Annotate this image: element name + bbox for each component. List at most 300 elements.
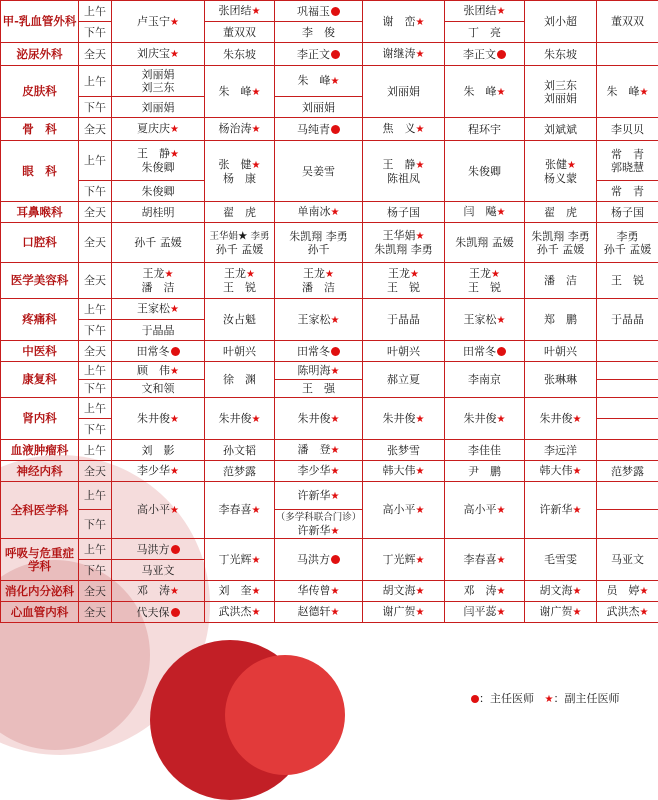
doctor-name-text: 丁 亮 — [468, 26, 501, 39]
schedule-cell — [445, 118, 525, 141]
doctor-name — [205, 444, 274, 457]
doctor-name — [363, 172, 444, 185]
doctor-name — [525, 464, 596, 478]
schedule-cell — [205, 539, 275, 581]
star-icon: ★ — [331, 526, 340, 537]
doctor-name-text: 巩福玉 — [297, 5, 330, 18]
doctor-name-text: 刘斌斌 — [544, 123, 577, 136]
schedule-cell — [363, 43, 445, 66]
doctor-name-text: 朱东坡 — [544, 48, 577, 61]
doctor-name-text: 朱 峰 — [298, 74, 331, 87]
doctor-name — [275, 267, 362, 281]
doctor-name-text: 叶朝兴 — [544, 345, 577, 358]
table-row — [1, 1, 658, 22]
doctor-name — [525, 92, 596, 105]
schedule-cell — [275, 341, 363, 362]
schedule-cell — [363, 440, 445, 461]
dept-name: 消化内分泌科 — [1, 581, 79, 602]
session-label: 全天 — [79, 223, 112, 263]
doctor-name — [275, 205, 362, 219]
doctor-name — [112, 444, 204, 457]
star-icon: ★ — [416, 555, 425, 566]
session-label: 下午 — [79, 380, 112, 398]
doctor-name-text: 田常冬 — [137, 345, 170, 358]
doctor-name-text: 郝立夏 — [387, 373, 420, 386]
doctor-name-text: 许新华 — [298, 524, 331, 537]
doctor-name-text: 夏庆庆 — [137, 122, 170, 135]
star-icon: ★ — [497, 87, 506, 98]
doctor-name-text: 华传曾 — [298, 584, 331, 597]
doctor-name-text: 朱井俊 — [540, 412, 573, 425]
legend — [470, 690, 619, 706]
dept-name: 肾内科 — [1, 398, 79, 440]
doctor-name-text: 刘 影 — [142, 444, 175, 457]
schedule-cell — [363, 118, 445, 141]
schedule-cell — [363, 539, 445, 581]
doctor-name-text: 李少华 — [298, 464, 331, 477]
schedule-cell — [597, 419, 658, 440]
schedule-cell — [597, 263, 658, 299]
schedule-cell — [363, 299, 445, 341]
star-icon: ★ — [331, 315, 340, 326]
doctor-name-text: 范梦露 — [611, 465, 644, 478]
doctor-name-text: 高小平 — [464, 503, 497, 516]
doctor-name-text: 田常冬 — [463, 345, 496, 358]
schedule-cell — [445, 602, 525, 623]
doctor-name-text: 张 健 — [219, 158, 252, 171]
star-icon: ★ — [545, 694, 554, 705]
doctor-name-text: 陈祖凤 — [387, 172, 420, 185]
doctor-name-text: 尹 鹏 — [468, 465, 501, 478]
dot-icon — [331, 347, 340, 356]
doctor-name — [205, 26, 274, 39]
doctor-name-text: 朱凯翔 李勇 — [289, 230, 348, 243]
doctor-name-text: 许新华 — [540, 503, 573, 516]
doctor-name — [275, 26, 362, 39]
doctor-name — [597, 243, 658, 256]
doctor-name-text: 程环宇 — [468, 123, 501, 136]
schedule-cell — [275, 440, 363, 461]
schedule-cell — [445, 398, 525, 440]
doctor-name-text: 韩大伟 — [383, 464, 416, 477]
schedule-cell — [597, 223, 658, 263]
doctor-name-text: 王龙 — [388, 267, 410, 280]
table-row — [1, 461, 658, 482]
doctor-name-text: 谢继涛 — [383, 47, 416, 60]
doctor-name — [112, 302, 204, 316]
schedule-cell — [445, 202, 525, 223]
doctor-name — [445, 85, 524, 99]
doctor-name — [205, 605, 274, 619]
doctor-name — [112, 15, 204, 29]
schedule-cell — [363, 581, 445, 602]
doctor-name — [597, 313, 658, 326]
doctor-name-text: 刘庆宝 — [137, 47, 170, 60]
schedule-cell — [112, 181, 205, 202]
dept-name: 神经内科 — [1, 461, 79, 482]
schedule-cell — [445, 1, 525, 22]
star-icon: ★ — [170, 366, 179, 377]
dot-icon — [331, 555, 340, 564]
doctor-name-text: 刘丽娟 — [544, 92, 577, 105]
doctor-name — [363, 373, 444, 386]
doctor-name-text: 张团结 — [464, 4, 497, 17]
legend-dot-label: ：主任医师 — [479, 692, 534, 705]
schedule-cell — [112, 1, 205, 43]
doctor-name-text: 朱井俊 — [137, 412, 170, 425]
schedule-cell — [275, 202, 363, 223]
doctor-name — [597, 185, 658, 198]
schedule-cell — [275, 581, 363, 602]
schedule-cell — [525, 66, 597, 118]
doctor-name — [445, 412, 524, 426]
doctor-name-text: 谢广贺 — [540, 605, 573, 618]
star-icon: ★ — [497, 505, 506, 516]
doctor-name-text: 王龙 — [224, 267, 246, 280]
doctor-name-text: 张梦雪 — [387, 444, 420, 457]
doctor-name-text: 田常冬 — [297, 345, 330, 358]
doctor-name-text: 王龙 — [143, 267, 165, 280]
doctor-name-text: 翟 虎 — [223, 206, 256, 219]
doctor-name-text: 李春喜 — [219, 503, 252, 516]
session-label: 上午 — [79, 66, 112, 97]
doctor-name-text: 杨 康 — [223, 172, 256, 185]
star-icon: ★ — [170, 505, 179, 516]
doctor-name — [363, 243, 444, 256]
doctor-name-text: 朱井俊 — [219, 412, 252, 425]
schedule-cell — [597, 482, 658, 510]
star-icon: ★ — [416, 414, 425, 425]
doctor-name — [363, 281, 444, 294]
doctor-name — [112, 324, 204, 337]
doctor-name — [363, 158, 444, 172]
schedule-cell — [445, 482, 525, 539]
star-icon: ★ — [252, 87, 261, 98]
schedule-cell — [525, 581, 597, 602]
doctor-name-text: 徐 渊 — [223, 373, 256, 386]
doctor-name-text: 张琳琳 — [544, 373, 577, 386]
star-icon: ★ — [170, 124, 179, 135]
schedule-cell — [363, 141, 445, 202]
star-icon: ★ — [170, 466, 179, 477]
table-row — [1, 602, 658, 623]
session-label: 上午 — [79, 299, 112, 320]
doctor-name — [445, 26, 524, 39]
star-icon: ★ — [252, 505, 261, 516]
doctor-name-text: 常 青 — [611, 185, 644, 198]
schedule-cell — [525, 398, 597, 440]
schedule-cell — [112, 461, 205, 482]
doctor-name-text: 李春喜 — [464, 553, 497, 566]
doctor-name-text: 李贝贝 — [611, 123, 644, 136]
schedule-cell — [205, 299, 275, 341]
schedule-cell — [445, 66, 525, 118]
star-icon: ★ — [416, 231, 425, 242]
schedule-cell — [525, 299, 597, 341]
dept-name: 眼 科 — [1, 141, 79, 202]
schedule-cell — [205, 461, 275, 482]
star-icon: ★ — [331, 207, 340, 218]
doctor-name — [445, 584, 524, 598]
schedule-cell — [275, 539, 363, 581]
doctor-name-text: 王 静 — [383, 158, 416, 171]
star-icon: ★ — [252, 414, 261, 425]
session-label: 上午 — [79, 141, 112, 181]
star-icon: ★ — [416, 466, 425, 477]
doctor-name — [205, 412, 274, 426]
schedule-cell — [275, 141, 363, 202]
doctor-name-text: 丁光辉 — [383, 553, 416, 566]
schedule-cell — [205, 66, 275, 118]
schedule-cell — [275, 380, 363, 398]
doctor-name — [597, 206, 658, 219]
schedule-cell — [597, 341, 658, 362]
schedule-cell — [597, 118, 658, 141]
doctor-name — [597, 15, 658, 28]
doctor-name-text: 马洪方 — [297, 553, 330, 566]
session-label: 下午 — [79, 419, 112, 440]
doctor-name — [525, 345, 596, 358]
star-icon: ★ — [331, 466, 340, 477]
doctor-name — [597, 605, 658, 619]
doctor-name — [275, 313, 362, 327]
doctor-name — [525, 373, 596, 386]
doctor-name-text: 孙千 — [308, 243, 330, 256]
doctor-name-text: 叶朝兴 — [223, 345, 256, 358]
doctor-name-text: 陈明海 — [298, 364, 331, 377]
doctor-name — [205, 243, 274, 256]
dept-name: 心血管内科 — [1, 602, 79, 623]
doctor-name-text: 高小平 — [137, 503, 170, 516]
schedule-cell — [597, 510, 658, 539]
doctor-name — [597, 85, 658, 99]
doctor-name — [205, 267, 274, 281]
doctor-name — [112, 147, 204, 161]
star-icon: ★ — [416, 160, 425, 171]
dept-name: 甲-乳血管外科 — [1, 1, 79, 43]
session-label: 全天 — [79, 202, 112, 223]
doctor-name — [112, 364, 204, 378]
doctor-name — [275, 165, 362, 178]
doctor-name-text: 高小平 — [383, 503, 416, 516]
doctor-name — [445, 281, 524, 294]
doctor-name — [112, 161, 204, 174]
star-icon: ★ — [416, 49, 425, 60]
doctor-name — [205, 158, 274, 172]
doctor-name-text: 李 俊 — [302, 26, 335, 39]
schedule-cell — [275, 66, 363, 97]
star-icon: ★ — [416, 17, 425, 28]
schedule-cell — [205, 22, 275, 43]
schedule-cell — [205, 398, 275, 440]
star-icon: ★ — [497, 555, 506, 566]
doctor-name-text: 刘小超 — [544, 15, 577, 28]
schedule-cell — [112, 202, 205, 223]
star-icon: ★ — [165, 269, 174, 280]
schedule-cell — [112, 362, 205, 380]
doctor-name-text: 王家松 — [137, 302, 170, 315]
schedule-cell — [112, 320, 205, 341]
star-icon: ★ — [331, 586, 340, 597]
schedule-cell — [363, 362, 445, 398]
doctor-name-text: 朱凯翔 孟媛 — [455, 236, 514, 249]
schedule-cell — [205, 202, 275, 223]
schedule-cell — [445, 263, 525, 299]
doctor-name-text: 邓 涛 — [137, 584, 170, 597]
doctor-name-text: 刘 奎 — [219, 584, 252, 597]
doctor-name-text: 吴姜雪 — [302, 165, 335, 178]
doctor-name — [205, 48, 274, 61]
doctor-name-text: 王家松 — [464, 313, 497, 326]
session-label: 上午 — [79, 362, 112, 380]
session-label: 全天 — [79, 43, 112, 66]
doctor-name — [275, 510, 362, 524]
schedule-cell — [275, 461, 363, 482]
star-icon: ★ — [640, 607, 649, 618]
doctor-name-text: 王 静 — [137, 147, 170, 160]
doctor-name — [205, 122, 274, 136]
table-row — [1, 202, 658, 223]
doctor-name — [525, 158, 596, 172]
doctor-name — [525, 503, 596, 517]
table-row — [1, 362, 658, 380]
star-icon: ★ — [573, 607, 582, 618]
star-icon: ★ — [416, 505, 425, 516]
schedule-cell — [363, 223, 445, 263]
schedule-cell — [275, 22, 363, 43]
doctor-name-text: 张健 — [545, 158, 567, 171]
doctor-name-text: 董双双 — [223, 26, 256, 39]
star-icon: ★ — [331, 491, 340, 502]
doctor-name-text: 马亚文 — [142, 564, 175, 577]
doctor-name — [445, 444, 524, 457]
doctor-name — [525, 48, 596, 61]
doctor-name-text: 邓 涛 — [464, 584, 497, 597]
schedule-cell — [275, 299, 363, 341]
schedule-cell — [275, 43, 363, 66]
doctor-name-text: 潘 洁 — [544, 274, 577, 287]
doctor-name — [112, 382, 204, 395]
dept-name: 中医科 — [1, 341, 79, 362]
schedule-cell — [363, 263, 445, 299]
schedule-cell — [525, 263, 597, 299]
legend-star-label: ：副主任医师 — [553, 692, 619, 705]
doctor-name-text: 王 锐 — [468, 281, 501, 294]
star-icon: ★ — [170, 414, 179, 425]
doctor-name — [445, 373, 524, 386]
schedule-cell — [112, 223, 205, 263]
doctor-name-text: 汝占魁 — [223, 313, 256, 326]
doctor-name — [597, 553, 658, 566]
doctor-name — [445, 48, 524, 61]
schedule-cell — [205, 440, 275, 461]
schedule-cell — [445, 22, 525, 43]
star-icon: ★ — [573, 466, 582, 477]
doctor-name-text: 李南京 — [468, 373, 501, 386]
dot-icon — [331, 50, 340, 59]
table-row — [1, 299, 658, 320]
doctor-name — [525, 79, 596, 92]
doctor-name — [597, 148, 658, 161]
doctor-name — [112, 543, 204, 556]
doctor-name — [275, 5, 362, 18]
doctor-name-text: 范梦露 — [223, 465, 256, 478]
schedule-cell — [445, 43, 525, 66]
dept-name: 呼吸与危重症学科 — [1, 539, 79, 581]
doctor-name — [205, 281, 274, 294]
doctor-name — [205, 503, 274, 517]
star-icon: ★ — [491, 269, 500, 280]
schedule-cell — [363, 602, 445, 623]
doctor-name-text: 孙千 孟媛 — [537, 243, 585, 256]
doctor-name — [445, 605, 524, 619]
schedule-cell — [205, 141, 275, 202]
doctor-name — [112, 564, 204, 577]
doctor-name — [525, 206, 596, 219]
doctor-name-text: 杨义蒙 — [544, 172, 577, 185]
schedule-cell — [205, 341, 275, 362]
doctor-name-text: 朱井俊 — [383, 412, 416, 425]
doctor-name-text: 赵德轩 — [298, 605, 331, 618]
dot-icon — [171, 545, 180, 554]
schedule-cell — [597, 581, 658, 602]
schedule-cell — [275, 223, 363, 263]
dot-icon — [171, 347, 180, 356]
star-icon: ★ — [416, 586, 425, 597]
doctor-name — [275, 382, 362, 395]
star-icon: ★ — [497, 414, 506, 425]
schedule-cell — [275, 510, 363, 539]
doctor-name-text: 刘丽娟 — [142, 101, 175, 114]
schedule-cell — [525, 539, 597, 581]
doctor-name-text: 许新华 — [298, 489, 331, 502]
doctor-name — [205, 229, 274, 243]
doctor-name — [275, 123, 362, 136]
star-icon: ★ — [640, 87, 649, 98]
doctor-name — [275, 524, 362, 538]
dot-icon — [471, 695, 479, 703]
star-icon: ★ — [252, 160, 261, 171]
doctor-name — [112, 236, 204, 249]
schedule-cell — [525, 482, 597, 539]
doctor-name — [363, 122, 444, 136]
star-icon: ★ — [573, 505, 582, 516]
doctor-name-text: 孙千 孟媛 — [134, 236, 182, 249]
star-icon: ★ — [170, 586, 179, 597]
doctor-name-text: 卢玉宁 — [137, 15, 170, 28]
star-icon: ★ — [170, 49, 179, 60]
star-icon: ★ — [640, 586, 649, 597]
session-label: 上午 — [79, 440, 112, 461]
doctor-name — [363, 229, 444, 243]
doctor-name — [205, 373, 274, 386]
schedule-cell — [275, 602, 363, 623]
star-icon: ★ — [331, 445, 340, 456]
doctor-name-text: 孙千 孟媛 — [604, 243, 652, 256]
schedule-cell — [275, 482, 363, 510]
star-icon: ★ — [416, 607, 425, 618]
schedule-cell — [275, 398, 363, 440]
doctor-name — [275, 605, 362, 619]
doctor-name — [525, 123, 596, 136]
star-icon: ★ — [573, 414, 582, 425]
doctor-name-text: 李少华 — [137, 464, 170, 477]
star-icon: ★ — [252, 6, 261, 17]
doctor-name-text: 王 锐 — [387, 281, 420, 294]
schedule-cell — [597, 380, 658, 398]
doctor-name-text: 代夫保 — [137, 606, 170, 619]
doctor-name-text: 郑 鹏 — [544, 313, 577, 326]
